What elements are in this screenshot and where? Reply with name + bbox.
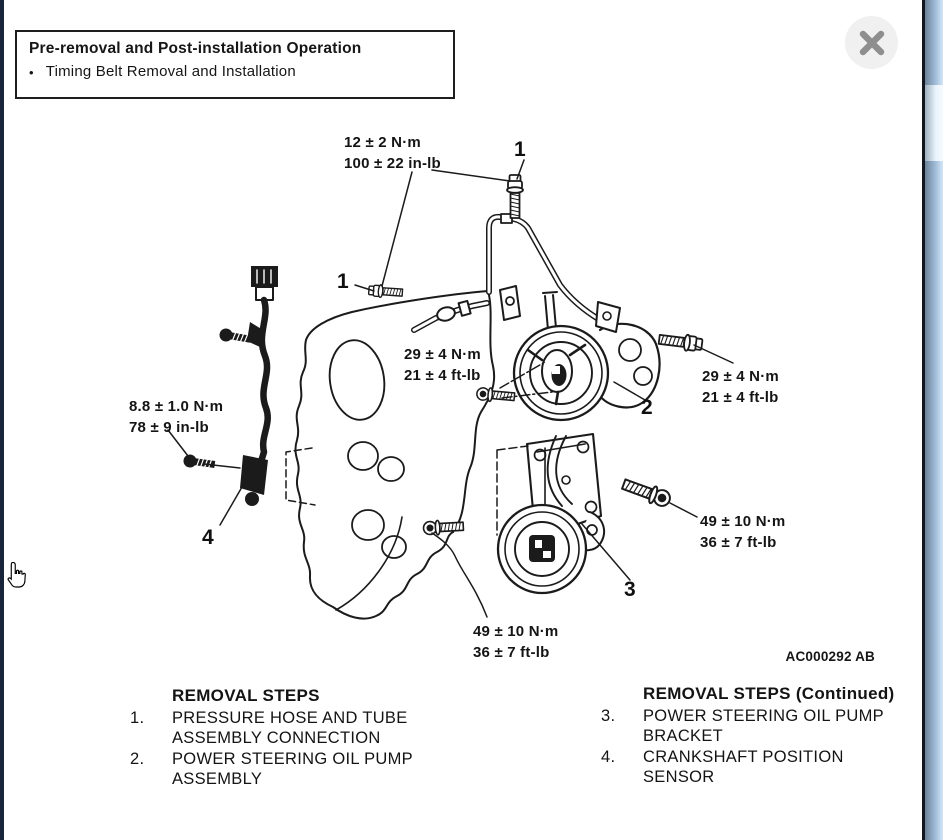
notice-item: [29, 63, 441, 82]
callout-4-sensor: 4: [202, 526, 214, 549]
pre-removal-notice-box: [15, 30, 455, 99]
crankshaft-sensor-harness: [183, 266, 315, 506]
notice-title: Pre-removal and Post-installation Operation: [29, 40, 362, 57]
callout-2-pump: 2: [641, 396, 653, 419]
callout-1-hose-top: 1: [514, 138, 526, 161]
removal-steps-heading: REMOVAL STEPS: [172, 686, 320, 705]
bullet-icon: •: [29, 65, 34, 80]
idler-pulley: [498, 505, 586, 593]
power-steering-pump: [514, 302, 660, 420]
close-button[interactable]: [845, 16, 898, 69]
scrollbar-thumb[interactable]: [925, 85, 943, 161]
x-icon: [857, 28, 887, 58]
list-item: 3. POWER STEERING OIL PUMP BRACKET: [601, 706, 884, 745]
torque-label-pump-right: 29 ± 4 N·m 21 ± 4 ft-lb: [702, 368, 779, 406]
torque-label-bracket-bottom: 49 ± 10 N·m 36 ± 7 ft-lb: [473, 623, 559, 661]
list-item: 2. POWER STEERING OIL PUMP ASSEMBLY: [130, 749, 413, 788]
removal-steps-continued-heading: REMOVAL STEPS (Continued): [643, 684, 895, 703]
scrollbar-track[interactable]: [925, 0, 943, 840]
torque-label-hose: 12 ± 2 N·m 100 ± 22 in-lb: [344, 134, 441, 172]
notice-item-text: Timing Belt Removal and Installation: [45, 63, 296, 80]
callout-1-hose-low: 1: [337, 270, 349, 293]
torque-label-bracket-right: 49 ± 10 N·m 36 ± 7 ft-lb: [700, 513, 786, 551]
torque-label-sensor: 8.8 ± 1.0 N·m 78 ± 9 in-lb: [129, 398, 224, 436]
figure-id: AC000292 AB: [785, 649, 875, 664]
removal-steps-continued-list: [601, 684, 894, 788]
list-item: 1. PRESSURE HOSE AND TUBE ASSEMBLY CONNECTION: [130, 708, 408, 747]
hand-cursor-icon: [5, 560, 28, 591]
list-item: 4. CRANKSHAFT POSITION SENSOR: [601, 747, 844, 786]
callout-3-bracket: 3: [624, 578, 636, 601]
engine-block-outline: [295, 291, 494, 619]
torque-label-pulley: 29 ± 4 N·m 21 ± 4 ft-lb: [404, 346, 481, 384]
removal-steps-list: [130, 686, 413, 790]
